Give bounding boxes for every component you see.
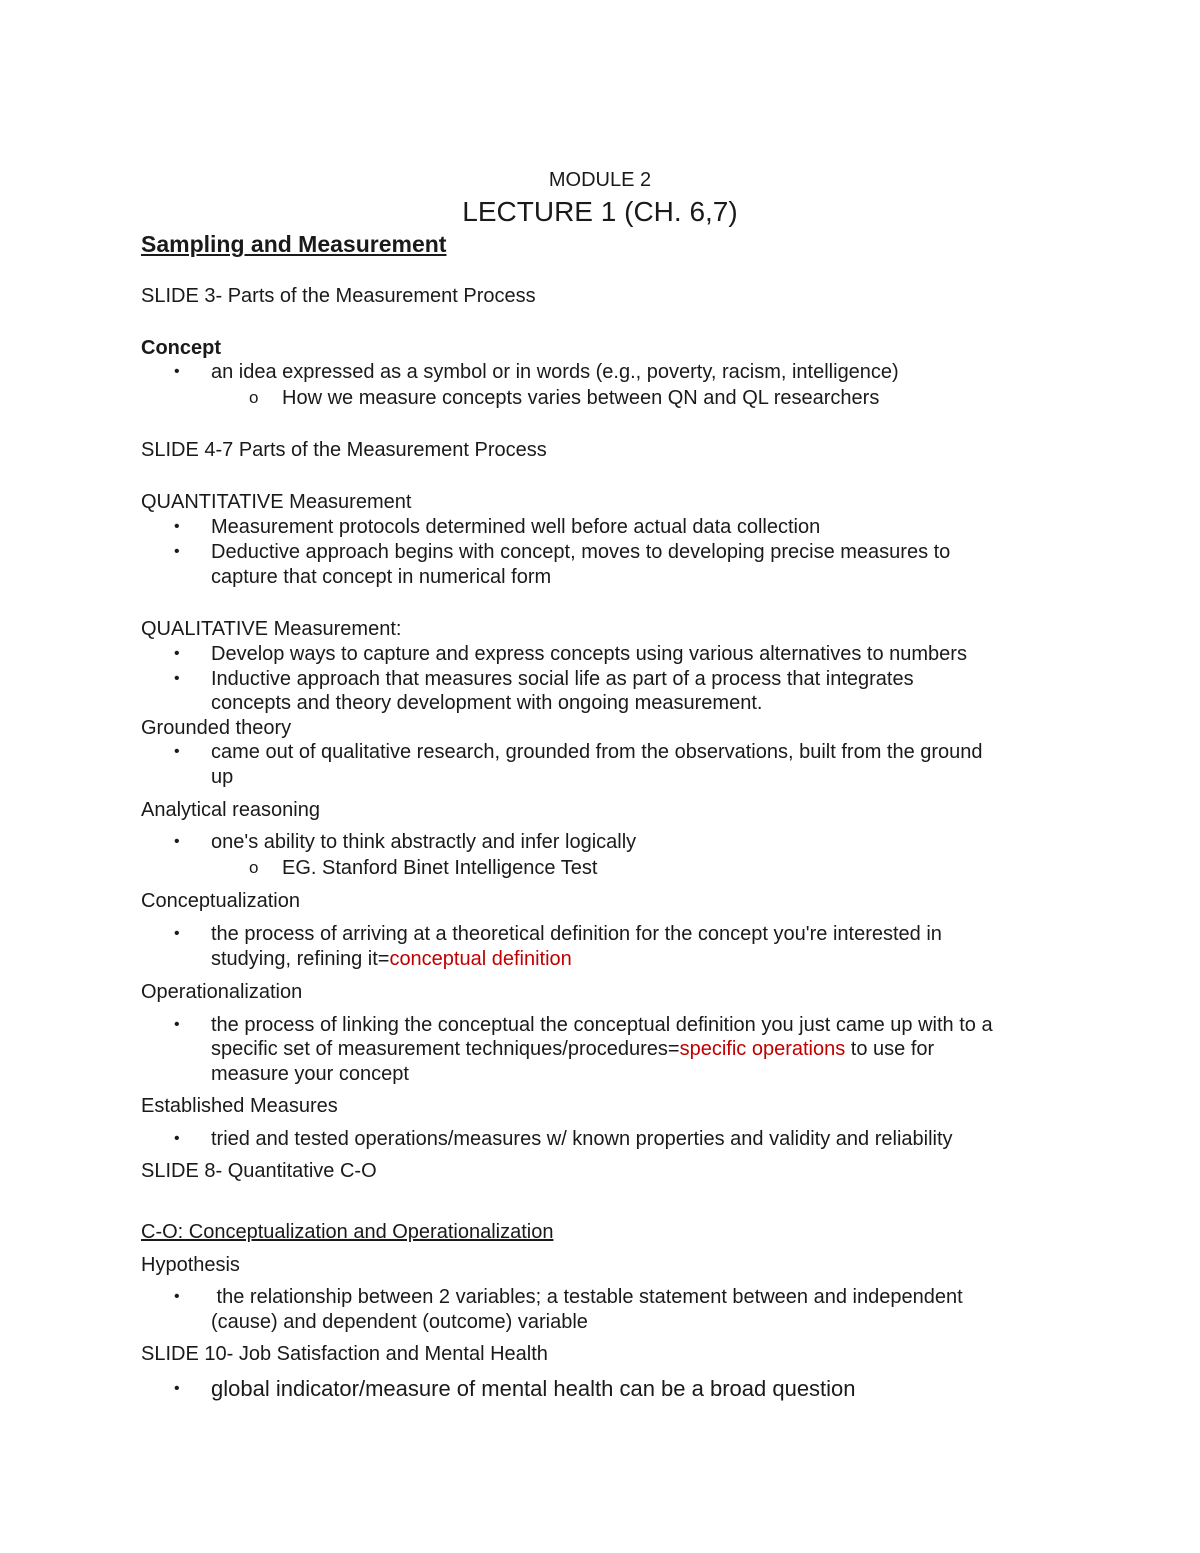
bullet-icon: • (174, 743, 180, 760)
bullet-icon: • (174, 670, 180, 687)
bullet-icon: • (174, 518, 180, 535)
analytical-reasoning-bullet: one's ability to think abstractly and infer logically (211, 831, 637, 853)
quantitative-bullet-1: Measurement protocols determined well before actual data collection (211, 516, 821, 538)
qualitative-bullet-2-line-2: concepts and theory development with ongoing measurement. (211, 692, 763, 714)
slide-4-7-title: SLIDE 4-7 Parts of the Measurement Process (141, 439, 547, 461)
conceptualization-text: studying, refining it= (211, 948, 390, 970)
analytical-reasoning-sub-bullet: EG. Stanford Binet Intelligence Test (282, 857, 598, 879)
c-o-heading: C-O: Conceptualization and Operationalization (141, 1221, 554, 1243)
operationalization-bullet-line-1: the process of linking the conceptual the conceptual definition you just came up with to a (211, 1014, 993, 1036)
hypothesis-bullet-line-1: the relationship between 2 variables; a testable statement between and independent (211, 1286, 963, 1308)
qualitative-bullet-2-line-1: Inductive approach that measures social life as part of a process that integrates (211, 668, 914, 690)
quantitative-bullet-2-line-1: Deductive approach begins with concept, moves to developing precise measures to (211, 541, 951, 563)
slide-10-title: SLIDE 10- Job Satisfaction and Mental Health (141, 1343, 548, 1365)
module-label: MODULE 2 (548, 169, 652, 191)
slide-3-title: SLIDE 3- Parts of the Measurement Process (141, 285, 536, 307)
grounded-theory-bullet-line-1: came out of qualitative research, grounded from the observations, built from the ground (211, 741, 983, 763)
operationalization-text: specific set of measurement techniques/procedures= (211, 1038, 680, 1060)
quantitative-bullet-2-line-2: capture that concept in numerical form (211, 566, 552, 588)
specific-operations-highlight: specific operations (679, 1038, 846, 1060)
concept-sub-bullet: How we measure concepts varies between QN and QL researchers (282, 387, 880, 409)
subject-heading: Sampling and Measurement (141, 231, 447, 257)
bullet-icon: • (174, 833, 180, 850)
concept-heading: Concept (141, 337, 221, 359)
operationalization-bullet-line-2 (211, 1037, 934, 1061)
bullet-icon: • (174, 1016, 180, 1033)
conceptualization-heading: Conceptualization (141, 890, 300, 912)
bullet-icon: • (174, 543, 180, 560)
operationalization-bullet-line-3: measure your concept (211, 1063, 409, 1085)
analytical-reasoning-heading: Analytical reasoning (141, 799, 320, 821)
operationalization-heading: Operationalization (141, 981, 303, 1003)
concept-bullet: an idea expressed as a symbol or in words (e.g., poverty, racism, intelligence) (211, 361, 899, 383)
sub-bullet-icon: o (249, 858, 259, 877)
bullet-icon: • (174, 1380, 180, 1397)
grounded-theory-bullet-line-2: up (211, 766, 234, 788)
grounded-theory-heading: Grounded theory (141, 717, 292, 739)
qualitative-heading: QUALITATIVE Measurement: (141, 618, 402, 640)
hypothesis-bullet-line-2: (cause) and dependent (outcome) variable (211, 1311, 588, 1333)
lecture-title: LECTURE 1 (CH. 6,7) (462, 196, 738, 227)
bullet-icon: • (174, 363, 180, 380)
qualitative-bullet-1: Develop ways to capture and express concepts using various alternatives to numbers (211, 643, 967, 665)
bullet-icon: • (174, 645, 180, 662)
established-measures-heading: Established Measures (141, 1095, 338, 1117)
established-measures-bullet: tried and tested operations/measures w/ known properties and validity and reliability (211, 1128, 953, 1150)
sub-bullet-icon: o (249, 388, 259, 407)
slide-8-title: SLIDE 8- Quantitative C-O (141, 1160, 377, 1182)
bullet-icon: • (174, 925, 180, 942)
conceptualization-bullet-line-2 (211, 947, 572, 971)
quantitative-heading: QUANTITATIVE Measurement (141, 491, 412, 513)
conceptual-definition-highlight: conceptual definition (389, 948, 572, 970)
conceptualization-bullet-line-1: the process of arriving at a theoretical definition for the concept you're interested in (211, 923, 942, 945)
slide-10-bullet: global indicator/measure of mental health can be a broad question (211, 1376, 856, 1401)
bullet-icon: • (174, 1130, 180, 1147)
bullet-icon: • (174, 1288, 180, 1305)
hypothesis-heading: Hypothesis (141, 1254, 240, 1276)
operationalization-text-tail: to use for (845, 1038, 935, 1060)
